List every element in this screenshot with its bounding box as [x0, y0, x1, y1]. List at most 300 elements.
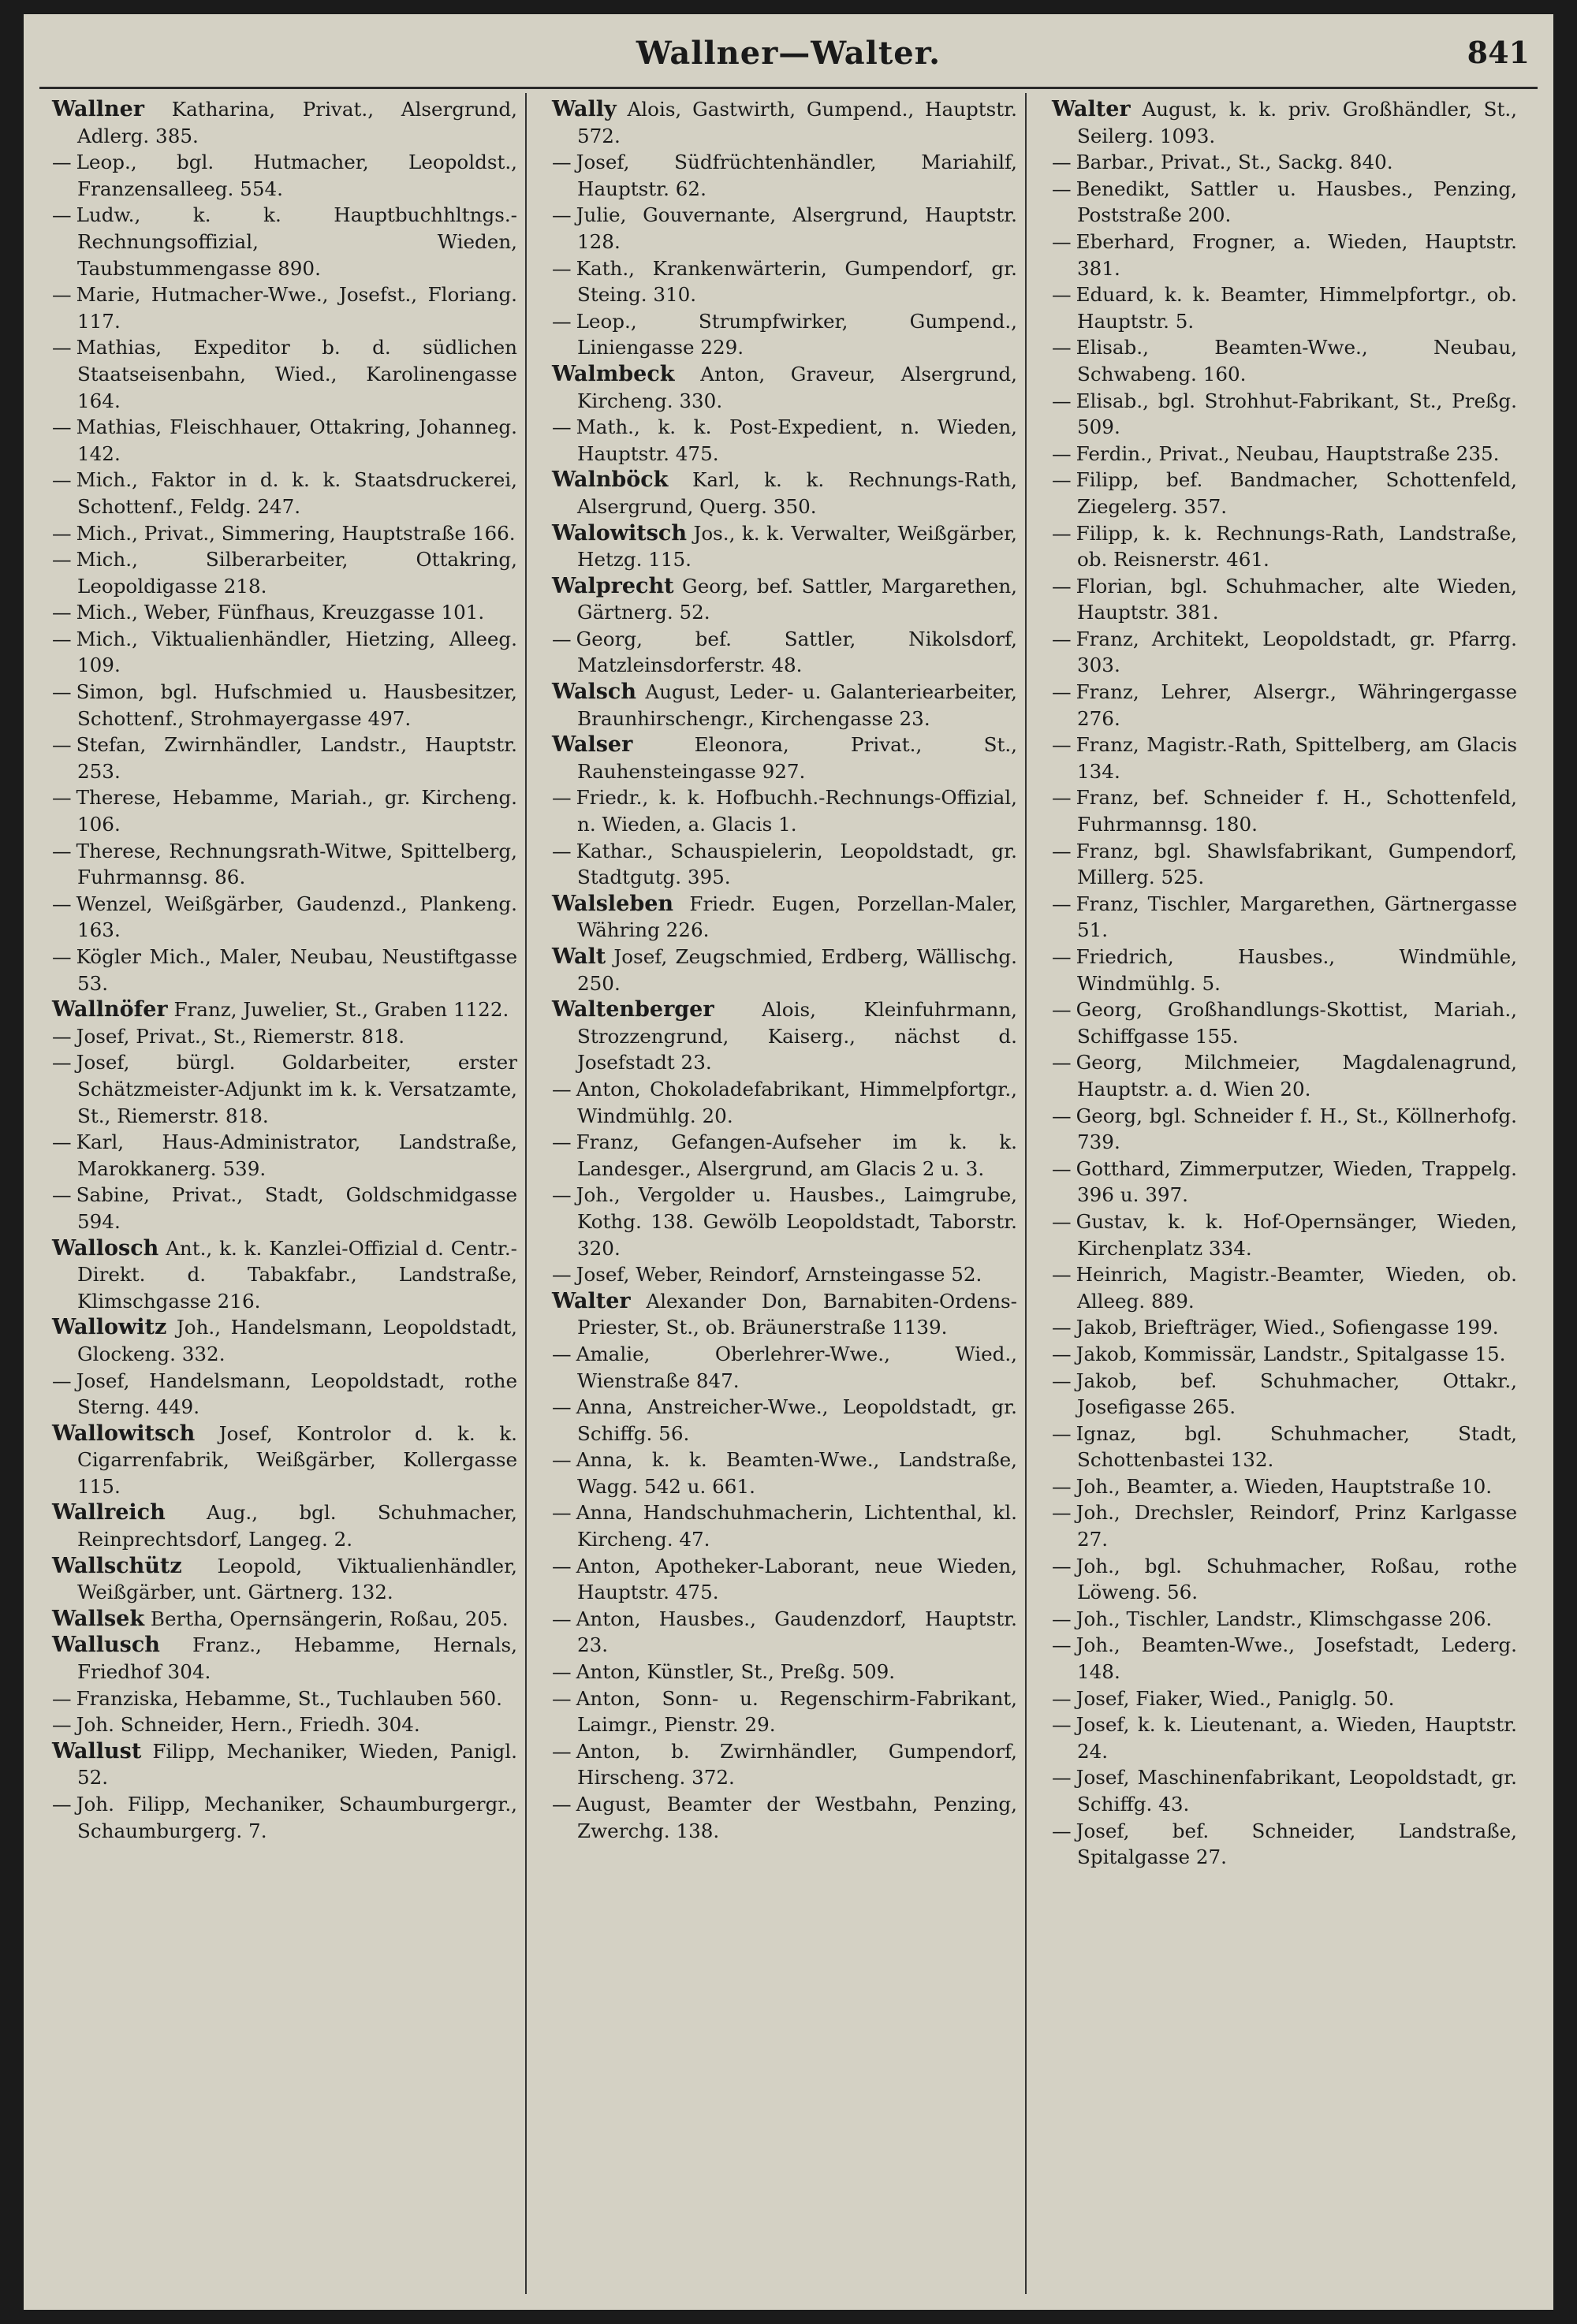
- directory-entry: [1052, 1261, 1517, 1314]
- directory-entry: [1052, 626, 1517, 679]
- entry-surname: Wallner: [52, 97, 145, 121]
- ditto-dash: —: [1052, 1554, 1072, 1577]
- directory-entry: [552, 573, 1017, 626]
- directory-entry: [52, 996, 517, 1023]
- entry-text: Josef, Südfrüchtenhändler, Mariahilf, Hauptstr. 62.: [576, 151, 1017, 200]
- directory-entry: [1052, 520, 1517, 573]
- directory-entry: [1052, 334, 1517, 387]
- ditto-dash: —: [1052, 892, 1072, 915]
- directory-entry: [52, 1368, 517, 1421]
- page-number: 841: [1467, 35, 1530, 70]
- entry-text: Sabine, Privat., Stadt, Goldschmidgasse 594.: [76, 1183, 517, 1233]
- ditto-dash: —: [52, 548, 72, 572]
- directory-entry: [1052, 149, 1517, 176]
- ditto-dash: —: [1052, 945, 1072, 968]
- directory-entry: [1052, 1473, 1517, 1500]
- directory-entry: [1052, 1711, 1517, 1764]
- entry-text: Jakob, Briefträger, Wied., Sofiengasse 199.: [1076, 1316, 1499, 1339]
- ditto-dash: —: [52, 415, 72, 439]
- entry-text: Amalie, Oberlehrer-Wwe., Wied., Wienstraße 847.: [576, 1342, 1017, 1392]
- entry-text: Anton, Hausbes., Gaudenzdorf, Hauptstr. 23.: [576, 1607, 1017, 1657]
- entry-surname: Walter: [1052, 97, 1131, 121]
- directory-entry: [52, 1791, 517, 1844]
- ditto-dash: —: [1052, 283, 1072, 307]
- entry-text: Franz, Gefangen-Aufseher im k. k. Landesger., Alsergrund, am Glacis 2 u. 3.: [576, 1130, 1017, 1180]
- entry-text: Josef, bef. Schneider, Landstraße, Spitalgasse 27.: [1076, 1819, 1517, 1869]
- ditto-dash: —: [1052, 1474, 1072, 1498]
- ditto-dash: —: [52, 468, 72, 492]
- entry-text: Friedrich, Hausbes., Windmühle, Windmühlg. 5.: [1076, 945, 1517, 995]
- directory-entry: [1052, 176, 1517, 229]
- directory-entry: [52, 334, 517, 414]
- entry-surname: Wallnöfer: [52, 997, 168, 1022]
- entry-text: Mathias, Fleischhauer, Ottakring, Johanneg. 142.: [76, 415, 517, 465]
- ditto-dash: —: [52, 892, 72, 915]
- column-divider: [1025, 93, 1027, 2294]
- ditto-dash: —: [52, 1051, 72, 1074]
- directory-entry: [1052, 1632, 1517, 1685]
- ditto-dash: —: [1052, 1501, 1072, 1525]
- ditto-dash: —: [1052, 1263, 1072, 1287]
- directory-entry: [552, 308, 1017, 361]
- entry-text: Jos., k. k. Verwalter, Weißgärber, Hetzg. 115.: [577, 521, 1017, 572]
- ditto-dash: —: [552, 1342, 572, 1365]
- directory-entry: [52, 281, 517, 334]
- ditto-dash: —: [52, 627, 72, 650]
- entry-surname: Wallowitsch: [52, 1421, 196, 1446]
- entry-text: Aug., bgl. Schuhmacher, Reinprechtsdorf, Langeg. 2.: [77, 1501, 517, 1551]
- ditto-dash: —: [552, 1077, 572, 1101]
- ditto-dash: —: [552, 256, 572, 280]
- ditto-dash: —: [1052, 1686, 1072, 1710]
- entry-surname: Wallosch: [52, 1235, 159, 1261]
- directory-entry: [52, 202, 517, 281]
- entry-text: Gotthard, Zimmerputzer, Wieden, Trappelg. 396 u. 397.: [1076, 1156, 1517, 1207]
- directory-entry: [552, 1394, 1017, 1447]
- directory-entry: [1052, 1421, 1517, 1473]
- entry-text: Josef, bürgl. Goldarbeiter, erster Schätzmeister-Adjunkt im k. k. Versatzamte, St., Riemerstr. 818.: [76, 1051, 517, 1127]
- ditto-dash: —: [1052, 1342, 1072, 1365]
- directory-entry: [1052, 1685, 1517, 1712]
- entry-text: Joh., Handelsmann, Leopoldstadt, Glockeng. 332.: [77, 1316, 517, 1365]
- entry-surname: Walowitsch: [552, 520, 687, 546]
- entry-surname: Walsch: [552, 680, 636, 705]
- directory-entry: [552, 520, 1017, 573]
- ditto-dash: —: [1052, 627, 1072, 650]
- ditto-dash: —: [552, 1183, 572, 1207]
- entry-text: Josef, Weber, Reindorf, Arnsteingasse 52.: [576, 1263, 982, 1287]
- page-header: [24, 35, 1553, 82]
- directory-entry: [1052, 1103, 1517, 1156]
- entry-text: Joh., Vergolder u. Hausbes., Laimgrube, Kothg. 138. Gewölb Leopoldstadt, Taborstr. 320.: [576, 1183, 1017, 1260]
- directory-entry: [52, 414, 517, 467]
- directory-entry: [52, 1049, 517, 1129]
- entry-text: August, Leder- u. Galanteriearbeiter, Braunhirschengr., Kirchengasse 23.: [577, 680, 1017, 730]
- directory-entry: [52, 1023, 517, 1050]
- entry-text: Mich., Privat., Simmering, Hauptstraße 166.: [76, 521, 516, 545]
- directory-entry: [52, 1711, 517, 1738]
- entry-text: Leop., Strumpfwirker, Gumpend., Liniengasse 229.: [576, 309, 1017, 359]
- directory-entry: [52, 467, 517, 520]
- directory-entry: [552, 255, 1017, 308]
- entry-text: Marie, Hutmacher-Wwe., Josefst., Floriang. 117.: [76, 283, 517, 333]
- entry-surname: Walsleben: [552, 891, 674, 916]
- entry-surname: Walmbeck: [552, 361, 675, 386]
- directory-entry: [1052, 96, 1517, 149]
- directory-entry: [552, 1553, 1017, 1606]
- entry-text: Anton, b. Zwirnhändler, Gumpendorf, Hirscheng. 372.: [576, 1739, 1017, 1790]
- ditto-dash: —: [1052, 441, 1072, 465]
- entry-text: Wenzel, Weißgärber, Gaudenzd., Plankeng. 163.: [76, 892, 517, 942]
- ditto-dash: —: [52, 1024, 72, 1048]
- entry-text: Elisab., Beamten-Wwe., Neubau, Schwabeng. 160.: [1076, 336, 1517, 385]
- entry-text: Kath., Krankenwärterin, Gumpendorf, gr. Steing. 310.: [576, 256, 1017, 307]
- directory-entry: [552, 1341, 1017, 1394]
- directory-entry: [1052, 944, 1517, 996]
- directory-entry: [52, 1632, 517, 1685]
- entry-text: Anton, Apotheker-Laborant, neue Wieden, Hauptstr. 475.: [576, 1554, 1017, 1604]
- directory-entry: [552, 784, 1017, 837]
- header-rule: [39, 87, 1538, 89]
- directory-entry: [1052, 838, 1517, 891]
- directory-entry: [52, 732, 517, 784]
- entry-text: Eduard, k. k. Beamter, Himmelpfortgr., ob. Hauptstr. 5.: [1076, 283, 1517, 333]
- ditto-dash: —: [52, 1713, 72, 1737]
- directory-entry: [52, 1314, 517, 1367]
- directory-entry: [52, 891, 517, 944]
- entry-text: Gustav, k. k. Hof-Opernsänger, Wieden, Kirchenplatz 334.: [1076, 1209, 1517, 1260]
- directory-entry: [1052, 679, 1517, 732]
- directory-entry: [552, 1288, 1017, 1341]
- entry-text: Simon, bgl. Hufschmied u. Hausbesitzer, Schottenf., Strohmayergasse 497.: [76, 680, 517, 730]
- entry-text: Anna, k. k. Beamten-Wwe., Landstraße, Wagg. 542 u. 661.: [576, 1448, 1017, 1498]
- entry-surname: Wallschütz: [52, 1553, 182, 1578]
- ditto-dash: —: [552, 415, 572, 439]
- directory-entry: [1052, 1553, 1517, 1606]
- directory-entry: [552, 1685, 1017, 1738]
- directory-entry: [552, 361, 1017, 414]
- directory-entry: [552, 96, 1017, 149]
- ditto-dash: —: [52, 151, 72, 174]
- entry-text: Jakob, Kommissär, Landstr., Spitalgasse 15.: [1076, 1342, 1506, 1365]
- ditto-dash: —: [552, 627, 572, 650]
- ditto-dash: —: [1052, 389, 1072, 412]
- ditto-dash: —: [1052, 1819, 1072, 1842]
- entry-text: Franz., Hebamme, Hernals, Friedhof 304.: [77, 1633, 517, 1684]
- directory-entry: [52, 1738, 517, 1791]
- entry-text: Mich., Weber, Fünfhaus, Kreuzgasse 101.: [76, 601, 485, 624]
- entry-text: Math., k. k. Post-Expedient, n. Wieden, Hauptstr. 475.: [576, 415, 1017, 465]
- entry-text: Florian, bgl. Schuhmacher, alte Wieden, Hauptstr. 381.: [1076, 574, 1517, 624]
- directory-entry: [52, 679, 517, 732]
- entry-text: Katharina, Privat., Alsergrund, Adlerg. 385.: [77, 98, 517, 147]
- ditto-dash: —: [52, 1686, 72, 1710]
- ditto-dash: —: [1052, 786, 1072, 810]
- entry-surname: Wallowitz: [52, 1315, 167, 1340]
- ditto-dash: —: [52, 945, 72, 968]
- directory-entry: [52, 1182, 517, 1235]
- entry-text: Therese, Rechnungsrath-Witwe, Spittelberg, Fuhrmannsg. 86.: [76, 839, 517, 889]
- directory-entry: [1052, 996, 1517, 1049]
- entry-text: Ferdin., Privat., Neubau, Hauptstraße 235.: [1076, 441, 1500, 465]
- entry-text: Heinrich, Magistr.-Beamter, Wieden, ob. Alleeg. 889.: [1076, 1263, 1517, 1313]
- directory-entry: [1052, 1341, 1517, 1368]
- entry-text: Alexander Don, Barnabiten-Ordens-Priester, St., ob. Bräunerstraße 1139.: [577, 1289, 1017, 1339]
- directory-entry: [1052, 1764, 1517, 1817]
- directory-entry: [1052, 1209, 1517, 1261]
- entry-text: Mich., Faktor in d. k. k. Staatsdruckerei, Schottenf., Feldg. 247.: [76, 468, 517, 518]
- entry-text: August, Beamter der Westbahn, Penzing, Zwerchg. 138.: [576, 1793, 1017, 1842]
- ditto-dash: —: [1052, 1316, 1072, 1339]
- entry-text: Josef, Fiaker, Wied., Paniglg. 50.: [1076, 1686, 1395, 1710]
- running-head: Wallner—Walter.: [636, 35, 941, 72]
- entry-text: Joh. Filipp, Mechaniker, Schaumburgergr., Schaumburgerg. 7.: [76, 1793, 517, 1842]
- directory-entry: [552, 1129, 1017, 1182]
- entry-surname: Wallsek: [52, 1606, 145, 1631]
- directory-entry: [552, 679, 1017, 732]
- entry-text: Anton, Sonn- u. Regenschirm-Fabrikant, Laimgr., Pienstr. 29.: [576, 1686, 1017, 1737]
- entry-text: Joh. Schneider, Hern., Friedh. 304.: [76, 1713, 420, 1737]
- entry-text: Joh., Beamter, a. Wieden, Hauptstraße 10.: [1076, 1474, 1493, 1498]
- entry-text: Filipp, bef. Bandmacher, Schottenfeld, Ziegelerg. 357.: [1076, 468, 1517, 518]
- entry-text: Anna, Anstreicher-Wwe., Leopoldstadt, gr. Schiffg. 56.: [576, 1395, 1017, 1445]
- ditto-dash: —: [1052, 521, 1072, 545]
- entry-surname: Wallreich: [52, 1500, 166, 1525]
- entry-text: Jakob, bef. Schuhmacher, Ottakr., Josefigasse 265.: [1076, 1369, 1517, 1419]
- ditto-dash: —: [552, 1793, 572, 1816]
- entry-text: Elisab., bgl. Strohhut-Fabrikant, St., Preßg. 509.: [1076, 389, 1517, 439]
- directory-entry: [1052, 1606, 1517, 1633]
- column-divider: [525, 93, 527, 2294]
- entry-text: August, k. k. priv. Großhändler, St., Seilerg. 1093.: [1077, 98, 1517, 147]
- entry-text: Leopold, Viktualienhändler, Weißgärber, unt. Gärtnerg. 132.: [77, 1554, 517, 1604]
- entry-text: Georg, bgl. Schneider f. H., St., Köllnerhofg. 739.: [1076, 1104, 1517, 1154]
- directory-entry: [52, 1235, 517, 1315]
- entry-text: Julie, Gouvernante, Alsergrund, Hauptstr. 128.: [576, 203, 1017, 253]
- entry-text: Josef, Kontrolor d. k. k. Cigarrenfabrik, Weißgärber, Kollergasse 115.: [77, 1421, 517, 1498]
- ditto-dash: —: [552, 786, 572, 810]
- ditto-dash: —: [552, 1686, 572, 1710]
- ditto-dash: —: [52, 1183, 72, 1207]
- ditto-dash: —: [552, 1395, 572, 1419]
- entry-text: Benedikt, Sattler u. Hausbes., Penzing, Poststraße 200.: [1076, 177, 1517, 227]
- entry-text: Stefan, Zwirnhändler, Landstr., Hauptstr. 253.: [76, 733, 517, 783]
- entry-text: Josef, Privat., St., Riemerstr. 818.: [76, 1024, 405, 1048]
- directory-entry: [1052, 784, 1517, 837]
- directory-entry: [1052, 1818, 1517, 1871]
- directory-entry: [552, 626, 1017, 679]
- ditto-dash: —: [1052, 1209, 1072, 1233]
- directory-entry: [52, 1129, 517, 1182]
- ditto-dash: —: [1052, 1713, 1072, 1737]
- directory-entry: [52, 546, 517, 599]
- directory-entry: [552, 1659, 1017, 1685]
- entry-surname: Wallusch: [52, 1633, 160, 1658]
- entry-text: Georg, Milchmeier, Magdalenagrund, Hauptstr. a. d. Wien 20.: [1076, 1051, 1517, 1101]
- ditto-dash: —: [1052, 1607, 1072, 1630]
- directory-entry: [52, 626, 517, 679]
- ditto-dash: —: [52, 839, 72, 862]
- directory-entry: [552, 1182, 1017, 1261]
- entry-text: Ludw., k. k. Hauptbuchhltngs.-Rechnungsoffizial, Wieden, Taubstummengasse 890.: [76, 203, 517, 280]
- entry-text: Friedr. Eugen, Porzellan-Maler, Währing 226.: [577, 892, 1017, 942]
- entry-text: Joh., Beamten-Wwe., Josefstadt, Lederg. 148.: [1076, 1633, 1517, 1684]
- ditto-dash: —: [1052, 229, 1072, 253]
- entry-text: Franz, Juwelier, St., Graben 1122.: [173, 998, 509, 1022]
- ditto-dash: —: [1052, 680, 1072, 704]
- entry-text: Franz, Tischler, Margarethen, Gärtnergasse 51.: [1076, 892, 1517, 942]
- ditto-dash: —: [1052, 1369, 1072, 1392]
- ditto-dash: —: [552, 1501, 572, 1525]
- entry-surname: Walser: [552, 732, 633, 758]
- directory-entry: [552, 149, 1017, 202]
- entry-text: Ant., k. k. Kanzlei-Offizial d. Centr.-Direkt. d. Tabakfabr., Landstraße, Klimschgasse 216.: [77, 1236, 517, 1313]
- ditto-dash: —: [52, 601, 72, 624]
- directory-entry: [552, 1606, 1017, 1659]
- ditto-dash: —: [1052, 151, 1072, 174]
- entry-text: Anna, Handschuhmacherin, Lichtenthal, kl. Kircheng. 47.: [576, 1501, 1017, 1551]
- ditto-dash: —: [52, 733, 72, 757]
- directory-entry: [552, 891, 1017, 944]
- entry-text: Filipp, Mechaniker, Wieden, Panigl. 52.: [77, 1739, 517, 1790]
- entry-text: Mich., Viktualienhändler, Hietzing, Alleeg. 109.: [76, 627, 517, 677]
- entry-text: Georg, bef. Sattler, Nikolsdorf, Matzleinsdorferstr. 48.: [576, 627, 1017, 677]
- directory-entry: [52, 149, 517, 202]
- directory-entry: [552, 838, 1017, 891]
- entry-text: Eberhard, Frogner, a. Wieden, Hauptstr. 381.: [1076, 229, 1517, 280]
- directory-entry: [552, 414, 1017, 467]
- entry-text: Georg, Großhandlungs-Skottist, Mariah., Schiffgasse 155.: [1076, 998, 1517, 1048]
- entry-text: Joh., bgl. Schuhmacher, Roßau, rothe Löweng. 56.: [1076, 1554, 1517, 1604]
- ditto-dash: —: [1052, 1633, 1072, 1657]
- directory-entry: [552, 1076, 1017, 1129]
- entry-text: Leop., bgl. Hutmacher, Leopoldst., Franzensalleeg. 554.: [76, 151, 517, 200]
- directory-entry: [1052, 1156, 1517, 1209]
- ditto-dash: —: [52, 786, 72, 810]
- ditto-dash: —: [1052, 1156, 1072, 1180]
- entry-surname: Waltenberger: [552, 997, 714, 1022]
- directory-entry: [552, 732, 1017, 784]
- entry-text: Alois, Kleinfuhrmann, Strozzengrund, Kaiserg., nächst d. Josefstadt 23.: [577, 998, 1017, 1074]
- directory-entry: [552, 1261, 1017, 1288]
- ditto-dash: —: [1052, 1051, 1072, 1074]
- directory-entry: [52, 1685, 517, 1712]
- entry-text: Josef, Handelsmann, Leopoldstadt, rothe Sterng. 449.: [76, 1369, 517, 1419]
- entry-text: Josef, k. k. Lieutenant, a. Wieden, Hauptstr. 24.: [1076, 1713, 1517, 1763]
- directory-entry: [1052, 1049, 1517, 1102]
- directory-entry: [52, 96, 517, 149]
- ditto-dash: —: [52, 1130, 72, 1154]
- entry-text: Franziska, Hebamme, St., Tuchlauben 560.: [76, 1686, 502, 1710]
- entry-text: Bertha, Opernsängerin, Roßau, 205.: [150, 1607, 509, 1630]
- ditto-dash: —: [552, 1448, 572, 1472]
- ditto-dash: —: [52, 336, 72, 359]
- entry-surname: Walnböck: [552, 467, 669, 493]
- column-right: [1052, 96, 1517, 1871]
- entry-text: Kögler Mich., Maler, Neubau, Neustiftgasse 53.: [76, 945, 517, 995]
- directory-entry: [52, 599, 517, 626]
- ditto-dash: —: [552, 1263, 572, 1287]
- ditto-dash: —: [1052, 177, 1072, 200]
- entry-text: Joh., Tischler, Landstr., Klimschgasse 206.: [1076, 1607, 1493, 1630]
- entry-text: Franz, bgl. Shawlsfabrikant, Gumpendorf, Millerg. 525.: [1076, 839, 1517, 889]
- directory-page: [24, 14, 1553, 2310]
- entry-text: Franz, Architekt, Leopoldstadt, gr. Pfarrg. 303.: [1076, 627, 1517, 677]
- directory-entry: [52, 1606, 517, 1633]
- entry-text: Karl, Haus-Administrator, Landstraße, Marokkanerg. 539.: [76, 1130, 517, 1180]
- directory-entry: [552, 944, 1017, 996]
- ditto-dash: —: [1052, 336, 1072, 359]
- ditto-dash: —: [1052, 733, 1072, 757]
- directory-entry: [1052, 1368, 1517, 1421]
- column-middle: [552, 96, 1017, 1844]
- entry-text: Karl, k. k. Rechnungs-Rath, Alsergrund, Querg. 350.: [577, 468, 1017, 518]
- ditto-dash: —: [52, 1793, 72, 1816]
- column-left: [52, 96, 517, 1844]
- ditto-dash: —: [1052, 1421, 1072, 1445]
- ditto-dash: —: [52, 203, 72, 227]
- entry-text: Franz, bef. Schneider f. H., Schottenfeld, Fuhrmannsg. 180.: [1076, 786, 1517, 836]
- directory-entry: [52, 1499, 517, 1552]
- directory-entry: [52, 838, 517, 891]
- directory-entry: [52, 1553, 517, 1606]
- ditto-dash: —: [1052, 468, 1072, 492]
- ditto-dash: —: [552, 203, 572, 227]
- directory-entry: [1052, 891, 1517, 944]
- ditto-dash: —: [552, 151, 572, 174]
- directory-entry: [1052, 388, 1517, 441]
- ditto-dash: —: [1052, 998, 1072, 1022]
- entry-text: Josef, Maschinenfabrikant, Leopoldstadt, gr. Schiffg. 43.: [1076, 1766, 1517, 1816]
- directory-entry: [1052, 1499, 1517, 1552]
- directory-entry: [552, 1738, 1017, 1791]
- ditto-dash: —: [552, 839, 572, 862]
- directory-entry: [1052, 229, 1517, 281]
- entry-text: Josef, Zeugschmied, Erdberg, Wällischg. 250.: [577, 945, 1017, 995]
- directory-entry: [1052, 441, 1517, 467]
- entry-surname: Wally: [552, 97, 617, 121]
- entry-surname: Walt: [552, 944, 606, 969]
- ditto-dash: —: [1052, 839, 1072, 862]
- entry-text: Eleonora, Privat., St., Rauhensteingasse 927.: [577, 733, 1017, 783]
- ditto-dash: —: [552, 1660, 572, 1684]
- entry-text: Therese, Hebamme, Mariah., gr. Kircheng. 106.: [76, 786, 517, 836]
- entry-text: Kathar., Schauspielerin, Leopoldstadt, gr. Stadtgutg. 395.: [576, 839, 1017, 889]
- entry-text: Joh., Drechsler, Reindorf, Prinz Karlgasse 27.: [1076, 1501, 1517, 1551]
- directory-entry: [552, 996, 1017, 1076]
- ditto-dash: —: [1052, 1766, 1072, 1790]
- entry-text: Filipp, k. k. Rechnungs-Rath, Landstraße, ob. Reisnerstr. 461.: [1076, 521, 1517, 572]
- ditto-dash: —: [1052, 574, 1072, 598]
- directory-entry: [52, 1421, 517, 1500]
- entry-text: Anton, Künstler, St., Preßg. 509.: [576, 1660, 896, 1684]
- ditto-dash: —: [52, 680, 72, 704]
- entry-text: Anton, Chokoladefabrikant, Himmelpfortgr., Windmühlg. 20.: [576, 1077, 1017, 1127]
- entry-text: Alois, Gastwirth, Gumpend., Hauptstr. 572.: [577, 98, 1017, 147]
- ditto-dash: —: [552, 1554, 572, 1577]
- directory-entry: [552, 1499, 1017, 1552]
- entry-text: Ignaz, bgl. Schuhmacher, Stadt, Schottenbastei 132.: [1076, 1421, 1517, 1472]
- directory-entry: [552, 202, 1017, 255]
- ditto-dash: —: [552, 1130, 572, 1154]
- directory-entry: [52, 944, 517, 996]
- directory-entry: [552, 1447, 1017, 1499]
- directory-entry: [1052, 732, 1517, 784]
- directory-entry: [52, 784, 517, 837]
- ditto-dash: —: [52, 521, 72, 545]
- entry-text: Franz, Magistr.-Rath, Spittelberg, am Glacis 134.: [1076, 733, 1517, 783]
- ditto-dash: —: [552, 1607, 572, 1630]
